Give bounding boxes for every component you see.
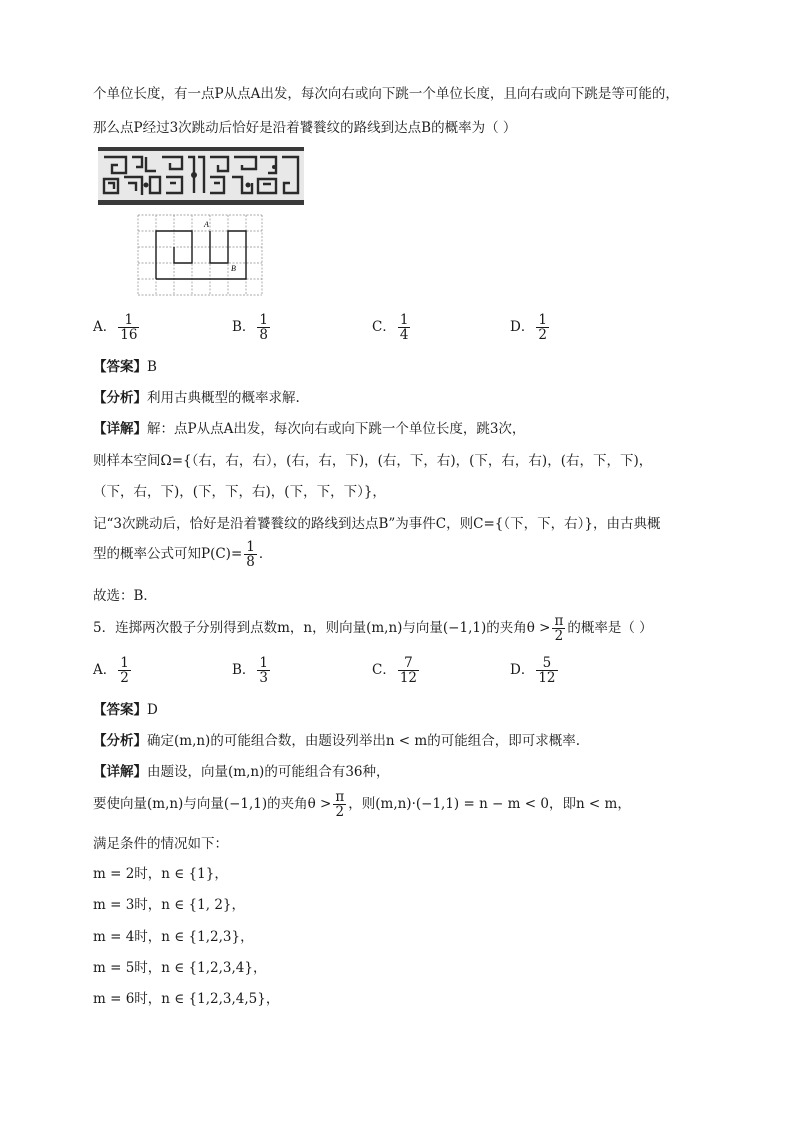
q5-option-b: B． $\frac{1}{3}$ <box>232 655 269 687</box>
q5-case-m5: m = 5时，n ∈ {1,2,3,4}， <box>93 960 267 976</box>
q4-detail-line4: 记“3次跳动后，恰好是沿着饕餮纹的路线到达点B”为事件C，则C={（下，下，右）}，由古典概 <box>93 516 661 532</box>
point-b-label: B <box>231 264 236 273</box>
q4-stem-line2: 那么点P经过3次跳动后恰好是沿着饕餮纹的路线到达点B的概率为（ ） <box>93 120 517 136</box>
q4-option-a: A． $\frac{1}{16}$ <box>93 312 138 344</box>
q5-case-m3: m = 3时，n ∈ {1, 2}， <box>93 897 245 913</box>
q4-conclusion: 故选：B． <box>93 588 157 604</box>
q4-stem-line1: 个单位长度，有一点P从点A出发，每次向右或向下跳一个单位长度，且向右或向下跳是等可能的， <box>93 86 679 102</box>
q5-detail-line1: 【详解】由题设，向量(m,n)的可能组合有36种， <box>93 764 390 780</box>
q4-detail-line1: 【详解】解：点P从点A出发，每次向右或向下跳一个单位长度，跳3次， <box>93 421 526 437</box>
q5-case-m2: m = 2时，n ∈ {1}， <box>93 866 228 882</box>
q5-option-d: D． $\frac{5}{12}$ <box>510 655 556 687</box>
q4-detail-line5: 型的概率公式可知P(C)= $\frac{1}{8}$ ． <box>93 539 273 571</box>
q5-answer: 【答案】D <box>93 702 158 718</box>
q5-option-a: A． $\frac{1}{2}$ <box>93 655 129 687</box>
q5-detail-line3: 满足条件的情况如下： <box>93 836 228 852</box>
taotie-pattern-image <box>98 147 304 209</box>
q4-option-c: C． $\frac{1}{4}$ <box>372 312 409 344</box>
q4-option-b: B． $\frac{1}{8}$ <box>232 312 269 344</box>
q5-stem: 5．连掷两次骰子分别得到点数m，n，则向量(m,n)与向量(−1,1)的夹角θ > $\frac{\pi}{2}$ 的概率是（ ） <box>93 613 653 645</box>
q5-option-c: C． $\frac{7}{12}$ <box>372 655 418 687</box>
q5-analysis: 【分析】确定(m,n)的可能组合数，由题设列举出n < m的可能组合，即可求概率. <box>93 733 581 749</box>
point-a-label: A <box>204 220 209 229</box>
q5-detail-line2: 要使向量(m,n)与向量(−1,1)的夹角θ > $\frac{\pi}{2}$ ，则(m,n)·(−1,1) = n − m < 0，即n < m， <box>93 789 631 821</box>
q4-detail-line3: （下，右，下)，(下，下，右)，(下，下，下）}， <box>93 484 386 500</box>
grid-path-figure <box>136 213 264 301</box>
q5-case-m6: m = 6时，n ∈ {1,2,3,4,5}， <box>93 991 280 1007</box>
q5-case-m4: m = 4时，n ∈ {1,2,3}， <box>93 929 254 945</box>
q4-option-d: D． $\frac{1}{2}$ <box>510 312 547 344</box>
q4-analysis: 【分析】利用古典概型的概率求解. <box>93 390 300 406</box>
q4-answer: 【答案】B <box>93 359 157 375</box>
q4-detail-line2: 则样本空间Ω={（右，右，右），(右，右，下)，(右，下，右)，(下，右，右)，(右，下，下)， <box>93 453 653 469</box>
